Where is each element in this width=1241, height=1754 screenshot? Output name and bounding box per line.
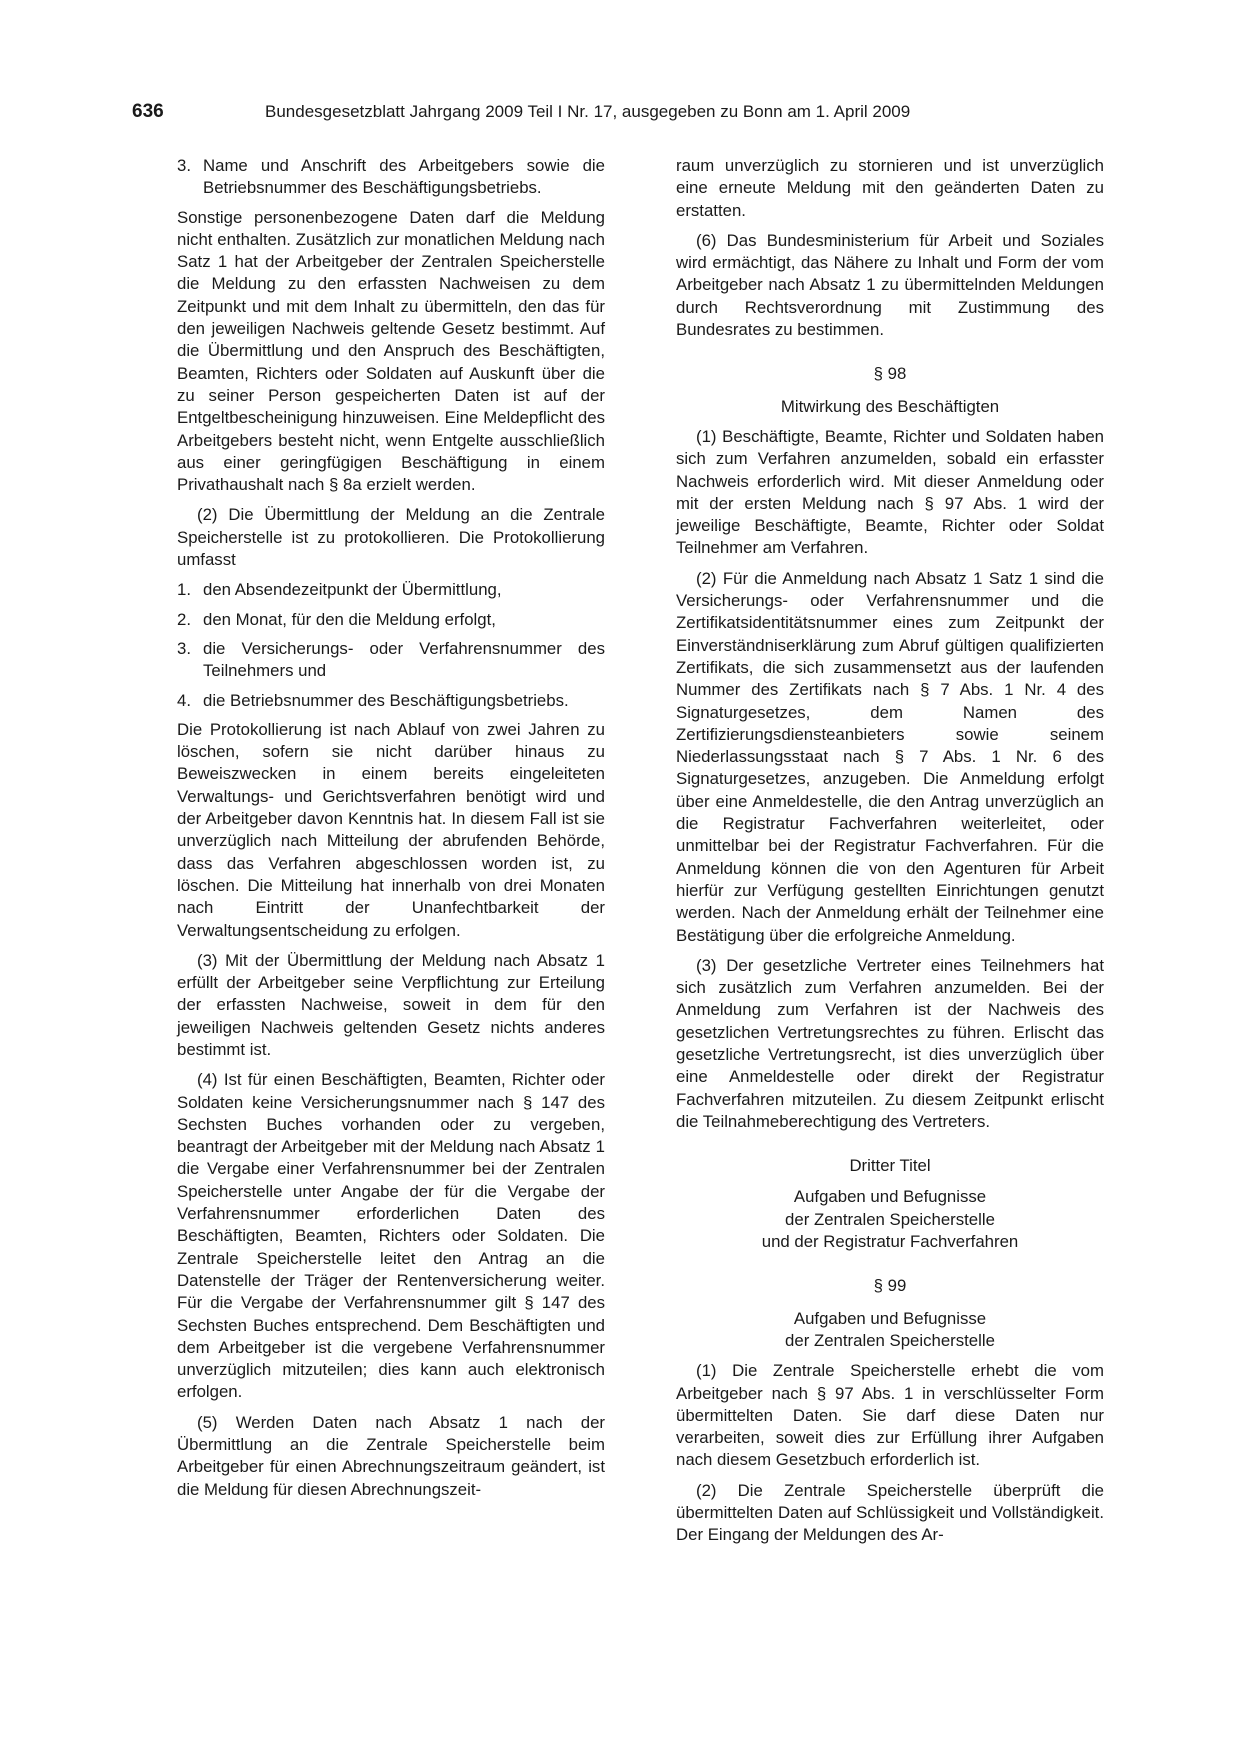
list-item-text: den Absendezeitpunkt der Übermittlung, [203,580,502,600]
section-number: § 98 [873,364,907,384]
list-item-number: 1. [177,580,191,600]
list-item-text: die Versicherungs- oder Verfahrensnummer des Teilnehmers und [203,638,605,681]
left-column [177,155,605,1509]
list-item [177,579,605,601]
list-item-number: 3. [177,638,191,658]
paragraph: (1) Beschäftigte, Beamte, Richter und Soldaten haben sich zum Verfahren anzumelden, sobald ein erfasster Nachweis erforderlich wird. Mit dieser Anmeldung oder mit der ersten Meldung nach § 97 Abs. 1 wird der jeweilige Beschäftigte, Beamte, Richter oder Soldat Teilnehmer am Verfahren. [676,426,1104,558]
paragraph: (3) Mit der Übermittlung der Meldung nach Absatz 1 erfüllt der Arbeitgeber seine Verpflichtung zur Erteilung der erfassten Nachweise, soweit in dem für den jeweiligen Nachweis geltenden Gesetz nichts anderes bestimmt ist. [177,950,605,1059]
section-title: der Zentralen Speicherstelle [785,1330,995,1350]
list-item-text: die Betriebsnummer des Beschäftigungsbetriebs. [203,690,569,710]
paragraph: (4) Ist für einen Beschäftigten, Beamten, Richter oder Soldaten keine Versicherungsnummer nach § 147 des Sechsten Buches vorhanden oder zu vergeben, beantragt der Arbeitgeber mit der Meldung nach Absatz 1 die Vergabe einer Verfahrensnummer bei der Zentralen Speicherstelle unter Angabe der für die Vergabe der Verfahrensnummer erforderlichen Daten des Beschäftigten, Beamten, Richters oder Soldaten. Die Zentrale Speicherstelle leitet den Antrag an die Datenstelle der Träger der Rentenversicherung weiter. Für die Vergabe der Verfahrensnummer gilt § 147 des Sechsten Buches entsprechend. Dem Beschäftigten und dem Arbeitgeber ist die vergebene Verfahrensnummer unverzüglich mitzuteilen; dies kann auch elektronisch erfolgen. [177,1070,605,1402]
right-column [676,155,1104,1555]
page-number: 636 [132,101,164,122]
paragraph: (1) Die Zentrale Speicherstelle erhebt die vom Arbeitgeber nach § 97 Abs. 1 in verschlüsselter Form übermittelten Daten. Sie darf diese Daten nur verarbeiten, soweit dies zur Erfüllung ihrer Aufgaben nach diesem Gesetzbuch erforderlich ist. [676,1361,1104,1470]
paragraph: (2) Für die Anmeldung nach Absatz 1 Satz 1 sind die Versicherungs- oder Verfahrensnummer und die Zertifikatsidentitätsnummer eines zum Zeitpunkt der Einverständniserklärung zum Abruf gültigen qualifizierten Zertifikats, die sich zusammensetzt aus der laufenden Nummer des Zertifikats nach § 7 Abs. 1 Nr. 4 des Signaturgesetzes, dem Namen des Zertifizierungsdiensteanbieters sowie seinem Niederlassungsstaat nach § 7 Abs. 1 Nr. 6 des Signaturgesetzes, anzugeben. Die Anmeldung erfolgt über eine Anmeldestelle, die den Antrag unverzüglich an die Registratur Fachverfahren weiterleitet, oder unmittelbar bei der Registratur Fachverfahren. Für die Anmeldung können die von den Agenturen für Arbeit hierfür zur Verfügung gestellten Einrichtungen genutzt werden. Nach der Anmeldung erhält der Teilnehmer eine Bestätigung über die erfolgreiche Anmeldung. [676,568,1104,945]
list-item-text: den Monat, für den die Meldung erfolgt, [203,609,496,629]
list-item-text: Name und Anschrift des Arbeitgebers sowie die Betriebsnummer des Beschäftigungsbetriebs. [203,156,605,198]
running-head: Bundesgesetzblatt Jahrgang 2009 Teil I Nr. 17, ausgegeben zu Bonn am 1. April 2009 [265,102,911,121]
list-item [177,609,605,631]
list-item-number: 3. [177,156,191,175]
paragraph: Sonstige personenbezogene Daten darf die Meldung nicht enthalten. Zusätzlich zur monatlichen Meldung nach Satz 1 hat der Arbeitgeber der Zentralen Speicherstelle die Meldung zu den erfassten Nachweisen zu dem Zeitpunkt und mit dem Inhalt zu übermitteln, den das für den jeweiligen Nachweis geltende Gesetz bestimmt. Auf die Übermittlung und den Anspruch des Beschäftigten, Beamten, Richters oder Soldaten auf Auskunft über die zu seiner Person gespeicherten Daten ist auf der Entgeltbescheinigung hinzuweisen. Eine Meldepflicht des Arbeitgebers besteht nicht, wenn Entgelte ausschließlich aus einer geringfügigen Beschäftigung in einem Privathaushalt nach § 8a erzielt werden. [177,207,605,495]
list-item-number: 2. [177,609,191,629]
title-heading-line: Aufgaben und Befugnisse [793,1187,987,1207]
page-header [0,100,1241,130]
paragraph: (2) Die Übermittlung der Meldung an die Zentrale Speicherstelle ist zu protokollieren. Die Protokollierung umfasst [177,505,605,570]
section-title: Mitwirkung des Beschäftigten [780,396,1000,416]
title-heading-line: der Zentralen Speicherstelle [785,1209,995,1229]
paragraph: raum unverzüglich zu stornieren und ist unverzüglich eine erneute Meldung mit den geänderten Daten zu erstatten. [676,156,1104,220]
list-item [177,155,605,200]
paragraph: (5) Werden Daten nach Absatz 1 nach der Übermittlung an die Zentrale Speicherstelle beim Arbeitgeber für einen Abrechnungszeitraum geändert, ist die Meldung für diesen Abrechnungszeit- [177,1412,605,1499]
paragraph: (3) Der gesetzliche Vertreter eines Teilnehmers hat sich zusätzlich zum Verfahren anzumelden. Bei der Anmeldung zum Verfahren ist der Nachweis des gesetzlichen Vertretungsrechtes zu führen. Erlischt das gesetzliche Vertretungsrecht, ist dies unverzüglich über eine Anmeldestelle oder direkt der Registratur Fachverfahren mitzuteilen. Zu diesem Zeitpunkt erlischt die Teilnahmeberechtigung des Vertreters. [676,955,1104,1131]
section-title: Aufgaben und Befugnisse [793,1308,987,1328]
list-item [177,690,605,712]
list-item [177,638,605,683]
list-item-number: 4. [177,690,191,710]
section-number: § 99 [873,1276,907,1296]
paragraph: (6) Das Bundesministerium für Arbeit und Soziales wird ermächtigt, das Nähere zu Inhalt und Form der vom Arbeitgeber nach Absatz 1 zu übermittelnden Meldungen durch Rechtsverordnung mit Zustimmung des Bundesrates zu bestimmen. [676,230,1104,340]
title-heading-line: und der Registratur Fachverfahren [761,1232,1019,1252]
paragraph: Die Protokollierung ist nach Ablauf von zwei Jahren zu löschen, sofern sie nicht darüber hinaus zu Beweiszwecken in einem bereits eingeleiteten Verwaltungs- und Gerichtsverfahren benötigt wird und der Arbeitgeber davon Kenntnis hat. In diesem Fall ist sie unverzüglich nach Mitteilung der abrufenden Behörde, dass das Verfahren abgeschlossen worden ist, zu löschen. Die Mitteilung hat innerhalb von drei Monaten nach Eintritt der Unanfechtbarkeit der Verwaltungsentscheidung zu erfolgen. [177,719,605,940]
paragraph: (2) Die Zentrale Speicherstelle überprüft die übermittelten Daten auf Schlüssigkeit und Vollständigkeit. Der Eingang der Meldungen des Ar- [676,1480,1104,1545]
title-label: Dritter Titel [849,1156,931,1176]
